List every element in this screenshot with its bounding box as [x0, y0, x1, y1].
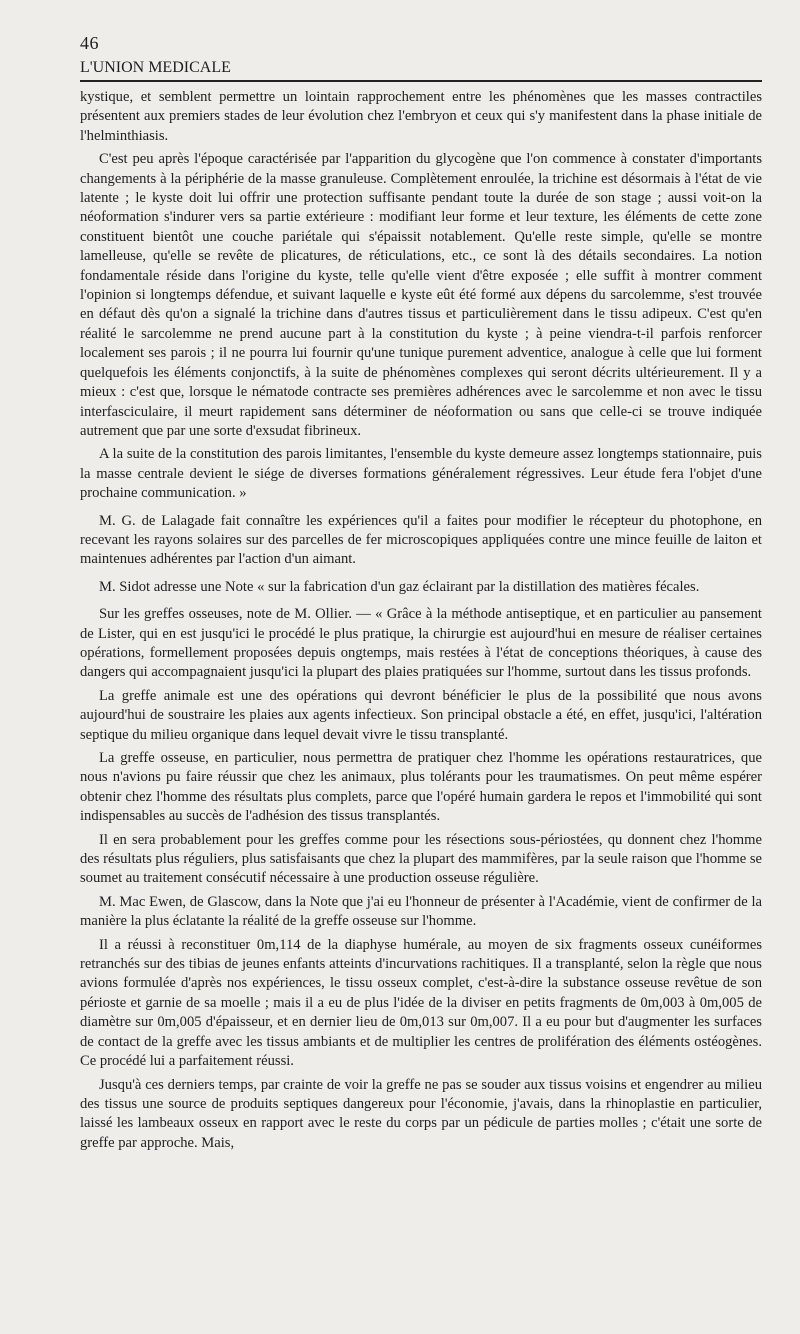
paragraph: A la suite de la constitution des parois limitantes, l'ensemble du kyste demeure assez longtemps stationnaire, puis la masse centrale devient le siége de diverses formations généralement régressives. Leur étude fera l'objet d'une prochaine communication. » — [80, 446, 762, 502]
paragraph: M. G. de Lalagade fait connaître les expériences qu'il a faites pour modifier le récepteur du photophone, en recevant les rayons solaires sur des parcelles de fer microscopiques appliquées contre une mince feuille de laiton et maintenues adhérentes par l'action d'un aimant. — [80, 512, 762, 568]
running-header — [80, 33, 762, 59]
paragraph: Sur les greffes osseuses, note de M. Ollier. — « Grâce à la méthode antiseptique, et en particulier au pansement de Lister, qui en est jusqu'ici le procédé le plus pratique, la chirurgie est aujourd'hui en mesure de réaliser certaines opérations, formellement proposées depuis ongtemps, mais restées à l'état de conceptions théoriques, à cause des dangers qui accompagnaient jusqu'ici la plupart des plaies pratiquées sur l'homme, surtout dans les tissus profonds. — [80, 606, 762, 681]
page-number: 46 — [80, 33, 99, 53]
paragraph: La greffe osseuse, en particulier, nous permettra de pratiquer chez l'homme les opérations restauratrices, que nous n'avions pu faire réussir que chez les animaux, plus tolérants pour les traumatismes. On peut même espérer obtenir chez l'homme des résultats plus complets, parce que l'opéré humain gardera le repos et l'immobilité qui sont indispensables au succès de l'adhésion des tissus transplantés. — [80, 750, 762, 825]
paragraph: C'est peu après l'époque caractérisée par l'apparition du glycogène que l'on commence à constater d'importants changements à la périphérie de la masse granuleuse. Complètement enroulée, la trichine est désormais à l'état de vie latente ; le kyste doit lui offrir une protection suffisante pendant toute la durée de son stage ; aussi voit-on la néoformation s'indurer vers sa partie extérieure : modifiant leur forme et leur texture, les éléments de cette zone constituent bientôt une couche pariétale qui s'épaissit notablement. Qu'elle reste simple, qu'elle se montre lamelleuse, qu'elle se revête de plicatures, de réticulations, etc., ce sont là des détails secondaires. La notion fondamentale réside dans l'origine du kyste, telle qu'elle vient d'être exposée ; elle suffit à montrer comment l'opinion si longtemps défendue, et suivant laquelle e kyste eût été formé aux dépens du sarcolemme, s'est trouvée en défaut dès qu'on a signalé la trichine dans d'autres tissus et particulièrement dans le tissu adipeux. C'est qu'en réalité le sarcolemme ne prend aucune part à la constitution du kyste ; à peine viendra-t-il parfois renforcer localement ses parois ; il ne pourra lui fournir qu'une tunique purement adventice, analogue à celle que lui forment quelquefois les éléments conjonctifs, à la suite de phénomènes complexes qui seront décrits ultérieurement. Il y a mieux : c'est que, lorsque le nématode contracte ses premières adhérences avec le sarcolemme et non avec le tissu interfasciculaire, il meurt rapidement sans déterminer de néoformation ou sans que celle-ci se trouve indiquée autrement que par une sorte d'exsudat fibrineux. — [80, 151, 762, 439]
article-body — [80, 88, 762, 1153]
paragraph: M. Sidot adresse une Note « sur la fabrication d'un gaz éclairant par la distillation des matières fécales. — [99, 578, 700, 595]
journal-title: L'UNION MEDICALE — [80, 59, 231, 76]
paragraph: M. Mac Ewen, de Glascow, dans la Note que j'ai eu l'honneur de présenter à l'Académie, vient de confirmer de la manière la plus éclatante la réalité de la greffe osseuse sur l'homme. — [80, 893, 762, 930]
paragraph: Il a réussi à reconstituer 0m,114 de la diaphyse humérale, au moyen de six fragments osseux cunéiformes retranchés sur des tibias de jeunes enfants atteints d'incurvations rachitiques. Il a transplanté, selon la règle que nous avions formulée d'après nos expériences, le tissu osseux complet, c'est-à-dire la substance osseuse revêtue de son périoste et garnie de sa moelle ; mais il a eu de plus l'idée de la diviser en petits fragments de 0m,003 à 0m,005 de diamètre sur 0m,005 d'épaisseur, et en dernier lieu de 0m,013 sur 0m,007. Il a eu pour but d'augmenter les surfaces de contact de la greffe avec les tissus ambiants et de multiplier les centres de prolifération des éléments ostéogènes. Ce procédé lui a parfaitement réussi. — [80, 936, 762, 1070]
paragraph: La greffe animale est une des opérations qui devront bénéficier le plus de la possibilité que nous avons aujourd'hui de soustraire les plaies aux agents infectieux. Son principal obstacle a été, en effet, jusqu'ici, l'altération septique du milieu organique dans lequel devait vivre le tissu transplanté. — [80, 687, 762, 743]
paragraph: kystique, et semblent permettre un lointain rapprochement entre les phénomènes que les masses contractiles présentent aux premiers stades de leur évolution chez l'embryon et ceux qui s'y manifestent dans la phase initiale de l'helminthiasis. — [80, 89, 762, 144]
paragraph: Jusqu'à ces derniers temps, par crainte de voir la greffe ne pas se souder aux tissus voisins et engendrer au milieu des tissus une source de produits septiques dangereux pour l'économie, j'avais, dans la rhinoplastie en particulier, laissé les lambeaux osseux en rapport avec le reste du corps par un pédicule de parties molles ; c'était une sorte de greffe par approche. Mais, — [80, 1076, 762, 1151]
paragraph: Il en sera probablement pour les greffes comme pour les résections sous-périostées, qu donnent chez l'homme des résultats plus réguliers, plus satisfaisants que chez la plupart des mammifères, par la seule raison que l'homme se soumet au traitement consécutif nécessaire à une production osseuse régulière. — [80, 831, 762, 887]
header-rule — [80, 80, 762, 82]
